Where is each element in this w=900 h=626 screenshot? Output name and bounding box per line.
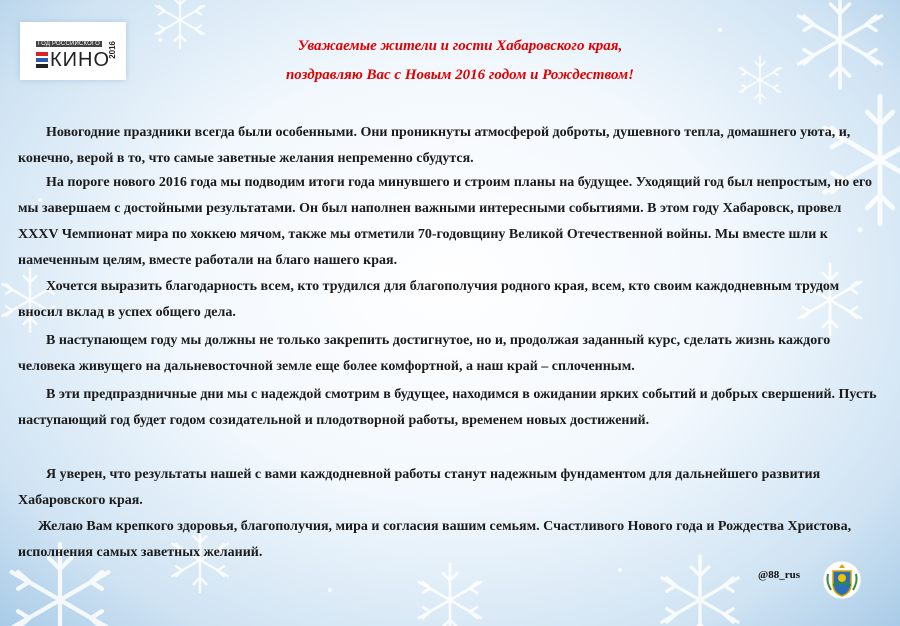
paragraph-7: Желаю Вам крепкого здоровья, благополучия, мира и согласия вашим семьям. Счастливого Нового года и Рождества Христова, исполнения самых заветных желаний. — [18, 519, 852, 560]
greeting-line-2: поздравляю Вас с Новым 2016 годом и Рождеством! — [285, 67, 635, 83]
logo-main-text: КИНО — [50, 49, 111, 71]
paragraph-5: В эти предпраздничные дни мы с надеждой смотрим в будущее, находимся в ожидании ярких событий и добрых свершений. Пусть наступающий год будет годом созидательной и плодотворной работы, временем новых достижений. — [18, 387, 877, 428]
greeting-line-1: Уважаемые жители и гости Хабаровского края, — [297, 38, 623, 54]
paragraph-3: Хочется выразить благодарность всем, кто трудился для благополучия родного края, всем, кто своим каждодневным трудом вносил вклад в успех общего дела. — [18, 279, 840, 320]
paragraph-6: Я уверен, что результаты нашей с вами каждодневной работы станут надежным фундаментом для дальнейшего развития Хабаровского края. — [18, 467, 821, 508]
logo-marks-icon — [36, 52, 48, 68]
logo-top-text: ГОД РОССИЙСКОГО — [38, 41, 101, 47]
year-of-cinema-logo — [20, 22, 126, 80]
social-handle: @88_rus — [758, 569, 801, 581]
coat-of-arms-emblem — [822, 560, 862, 600]
paragraph-1: Новогодние праздники всегда были особенными. Они проникнуты атмосферой доброты, душевного тепла, домашнего уюта, и, конечно, верой в то, что самые заветные желания непременно сбудутся. — [18, 125, 851, 166]
paragraph-4: В наступающем году мы должны не только закрепить достигнутое, но и, продолжая заданный курс, сделать жизнь каждого человека живущего на дальневосточной земле еще более комфортной, а наш край – сплоченным. — [18, 333, 831, 374]
logo-year-text: 2016 — [108, 41, 117, 59]
paragraph-2: На пороге нового 2016 года мы подводим итоги года минувшего и строим планы на будущее. Уходящий год был непростым, но его мы завершаем с достойными результатами. Он был наполнен важными интересными событиями. В этом году Хабаровск, провел XXXV Чемпионат мира по хоккею мячом, также мы отметили 70-годовщину Великой Отечественной войны. Мы вместе шли к намеченным целям, вместе работали на благо нашего края. — [18, 175, 872, 268]
